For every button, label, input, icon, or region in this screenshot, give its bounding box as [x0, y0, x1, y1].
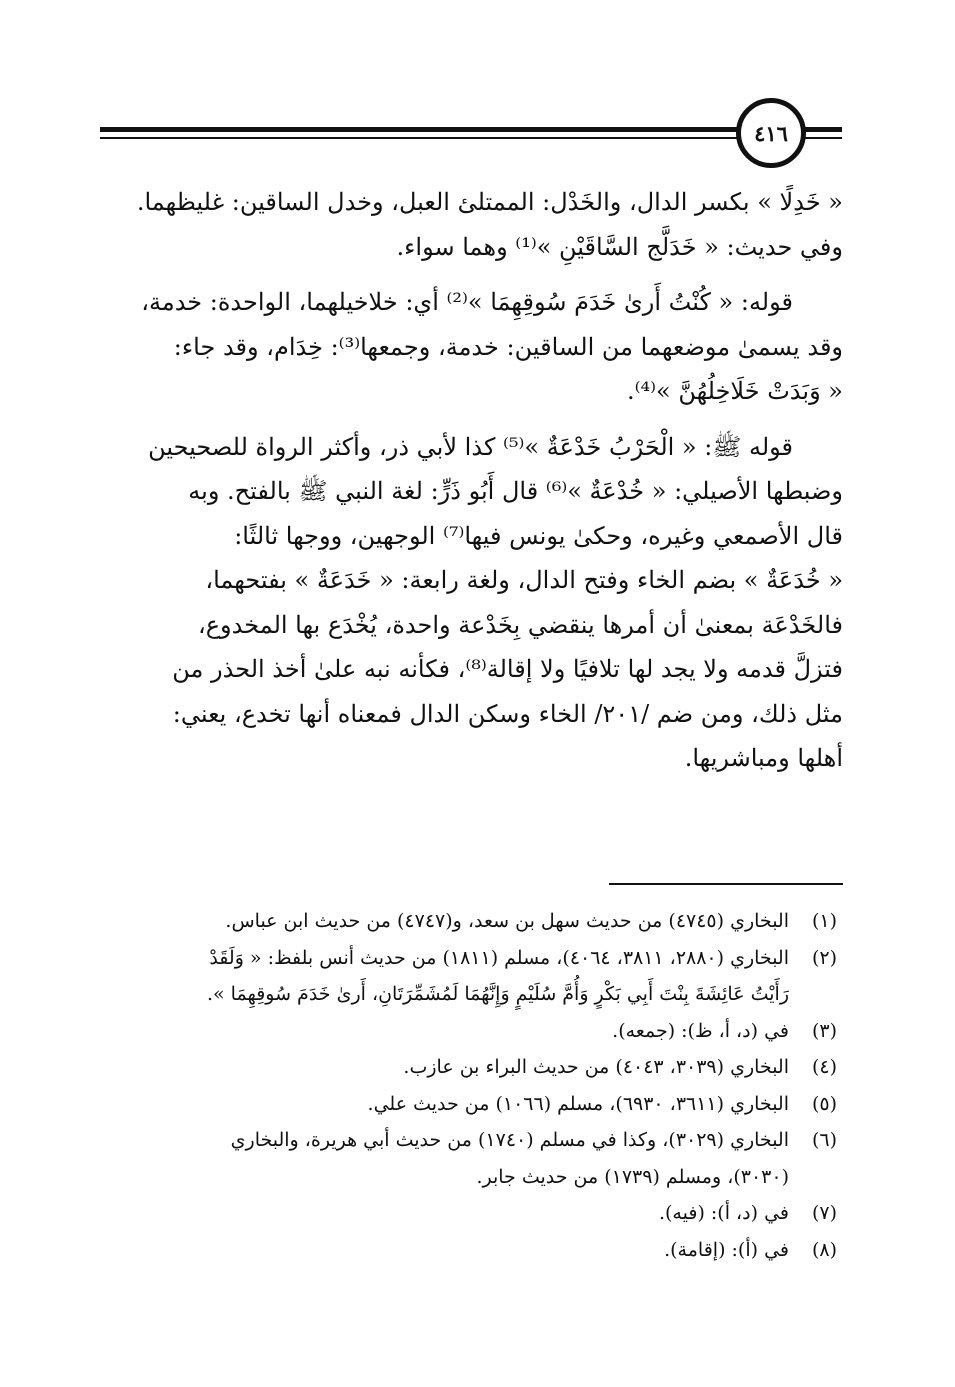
header-rule — [100, 127, 740, 132]
footnote-line: البخاري (٣٠٢٩)، وكذا في مسلم (١٧٤٠) من حديث أبي هريرة، والبخاري — [230, 1129, 789, 1151]
paragraph-3-line-6: فتزلَّ قدمه ولا يجد لها تلافيًا ولا إقالة⁽⁸⁾، فكأنه نبه علىٰ أخذ الحذر من — [172, 655, 843, 683]
footnote-number: (٧) — [811, 1202, 837, 1224]
header-rule-right-thin — [800, 137, 842, 139]
footnote-text: في (د، أ): (فيه). — [658, 1202, 789, 1224]
footnote-number: (٢) — [811, 946, 837, 969]
page-number-badge — [736, 98, 806, 168]
footnote-text: البخاري (٣٠٣٩، ٤٠٤٣) من حديث البراء بن عازب. — [403, 1056, 789, 1078]
footnote-separator — [609, 883, 843, 885]
footnote-number: (٨) — [811, 1238, 837, 1261]
footnote-text: في (أ): (إقامة). — [664, 1238, 789, 1261]
footnote-text — [108, 940, 789, 1013]
footnote-number: (٣) — [811, 1019, 837, 1042]
paragraph-3-line-5: فالخَدْعَة بمعنىٰ أن أمرها ينقضي بِخَدْعة واحدة، يُخْدَع بها المخدوع، — [197, 610, 843, 639]
footnote-number: (٦) — [811, 1129, 837, 1151]
header-rule-thin — [100, 137, 740, 139]
footnote — [108, 1122, 843, 1195]
paragraph-2-line-1: قوله: « كُنْتُ أَرىٰ خَدَمَ سُوقِهِمَا »⁽²⁾ أي: خلاخيلهما، الواحدة: خدمة، — [141, 288, 793, 316]
paragraph-2-line-2: وقد يسمىٰ موضعهما من الساقين: خدمة، وجمعها⁽³⁾: خِدَام، وقد جاء: — [173, 332, 843, 361]
paragraph-3-line-4: « خُدَعَةٌ » بضم الخاء وفتح الدال، ولغة رابعة: « خَدَعَةٌ » بفتحهما، — [205, 566, 843, 594]
footnote — [108, 1086, 843, 1123]
footnotes — [108, 903, 843, 1268]
paragraph-3-line-3: قال الأصمعي وغيره، وحكىٰ يونس فيها⁽⁷⁾ الوجهين، ووجها ثالثًا: — [234, 521, 843, 550]
footnote-number: (٥) — [811, 1092, 837, 1115]
paragraph-1-line-1: « خَدِلًا » بكسر الدال، والخَدْل: الممتلئ العبل، وخدل الساقين: غليظهما. — [136, 188, 843, 216]
paragraph-3-line-2: وضبطها الأصيلي: « خُدْعَةٌ »⁽⁶⁾ قال أَبُو ذَرٍّ: لغة النبي ﷺ بالفتح. وبه — [188, 477, 843, 505]
footnote — [108, 903, 843, 940]
page-number: ٤١٦ — [754, 120, 788, 146]
footnote — [108, 940, 843, 1013]
footnote-text — [108, 1122, 789, 1195]
footnote-line: (٣٠٣٠)، ومسلم (١٧٣٩) من حديث جابر. — [476, 1165, 789, 1188]
page-header — [100, 95, 840, 175]
footnote-line: البخاري (٢٨٨٠، ٣٨١١، ٤٠٦٤)، مسلم (١٨١١) من حديث أنس بلفظ: « وَلَقَدْ — [209, 946, 789, 969]
footnote-text: البخاري (٣٦١١، ٦٩٣٠)، مسلم (١٠٦٦) من حديث علي. — [367, 1092, 789, 1115]
paragraph-1-line-2: وفي حديث: « خَدَلَّج السَّاقَيْنِ »⁽¹⁾ وهما سواء. — [396, 232, 843, 261]
paragraph-3-line-8: أهلها ومباشريها. — [684, 744, 843, 772]
footnote-line: رَأَيْتُ عَائِشَةَ بِنْتَ أَبِي بَكْرٍ وَأُمَّ سُلَيْمٍ وَإِنَّهُمَا لَمُشَمِّرَتَانِ، أَرىٰ خَدَمَ سُوقِهِمَا ». — [206, 983, 789, 1005]
header-rule-right — [800, 127, 842, 132]
footnote — [108, 1195, 843, 1232]
paragraph-3-line-1: قوله ﷺ: « الْحَرْبُ خَدْعَةٌ »⁽⁵⁾ كذا لأبي ذر، وأكثر الرواة للصحيحين — [148, 432, 793, 461]
footnote — [108, 1049, 843, 1086]
paragraph-3-line-7: مثل ذلك، ومن ضم /٢٠١/ الخاء وسكن الدال فمعناه أنها تخدع، يعني: — [172, 699, 843, 728]
footnote — [108, 1232, 843, 1269]
paragraph-2-line-3: « وَبَدَتْ خَلَاخِلُهُنَّ »⁽⁴⁾. — [626, 377, 843, 405]
footnote — [108, 1013, 843, 1050]
footnote-number: (١) — [811, 910, 837, 932]
footnote-text: البخاري (٤٧٤٥) من حديث سهل بن سعد، و(٤٧٤٧) من حديث ابن عباس. — [225, 910, 789, 932]
footnote-text: في (د، أ، ظ): (جمعه). — [612, 1019, 789, 1042]
main-text — [108, 180, 843, 781]
footnote-number: (٤) — [811, 1056, 837, 1078]
